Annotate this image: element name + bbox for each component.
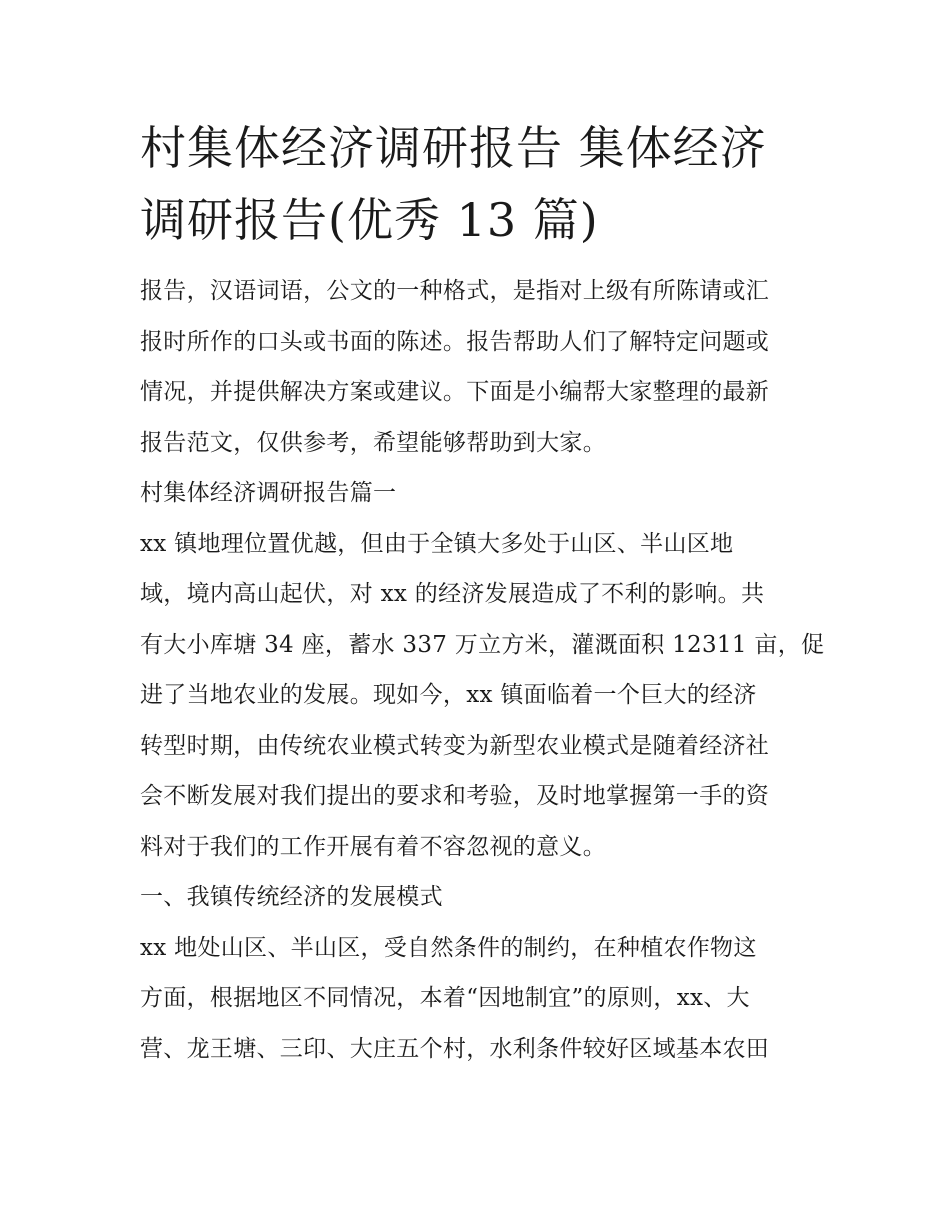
- body-line: 报告，汉语词语，公文的一种格式，是指对上级有所陈请或汇: [140, 278, 770, 304]
- document-page: [140, 112, 825, 1074]
- title-line-1: 村集体经济调研报告 集体经济: [140, 121, 767, 175]
- body-line: 域，境内高山起伏，对 xx 的经济发展造成了不利的影响。共: [140, 581, 765, 607]
- body-line: 进了当地农业的发展。现如今，xx 镇面临着一个巨大的经济: [140, 682, 757, 708]
- body-line: 料对于我们的工作开展有着不容忽视的意义。: [140, 833, 606, 860]
- body-line: 会不断发展对我们提出的要求和考验，及时地掌握第一手的资: [140, 783, 770, 809]
- title-line-2: 调研报告(优秀 13 篇): [140, 193, 599, 247]
- body-line: xx 镇地理位置优越，但由于全镇大多处于山区、半山区地: [140, 530, 734, 557]
- document-title: [140, 112, 820, 256]
- body-line: xx 地处山区、半山区，受自然条件的制约，在种植农作物这: [140, 934, 757, 961]
- section-heading: 一、我镇传统经济的发展模式: [140, 884, 443, 910]
- body-line: 转型时期，由传统农业模式转变为新型农业模式是随着经济社: [140, 732, 770, 759]
- document-body: [140, 266, 825, 1074]
- body-line: 情况，并提供解决方案或建议。下面是小编帮大家整理的最新: [140, 379, 770, 405]
- body-line: 营、龙王塘、三印、大庄五个村，水利条件较好区域基本农田: [140, 1035, 770, 1062]
- body-line: 报告范文，仅供参考，希望能够帮助到大家。: [140, 429, 606, 456]
- body-line: 报时所作的口头或书面的陈述。报告帮助人们了解特定问题或: [140, 328, 770, 355]
- body-line: 方面，根据地区不同情况，本着“因地制宜”的原则，xx、大: [140, 985, 750, 1011]
- section-heading: 村集体经济调研报告篇一: [140, 480, 397, 506]
- body-line: 有大小库塘 34 座，蓄水 337 万立方米，灌溉面积 12311 亩，促: [140, 631, 825, 658]
